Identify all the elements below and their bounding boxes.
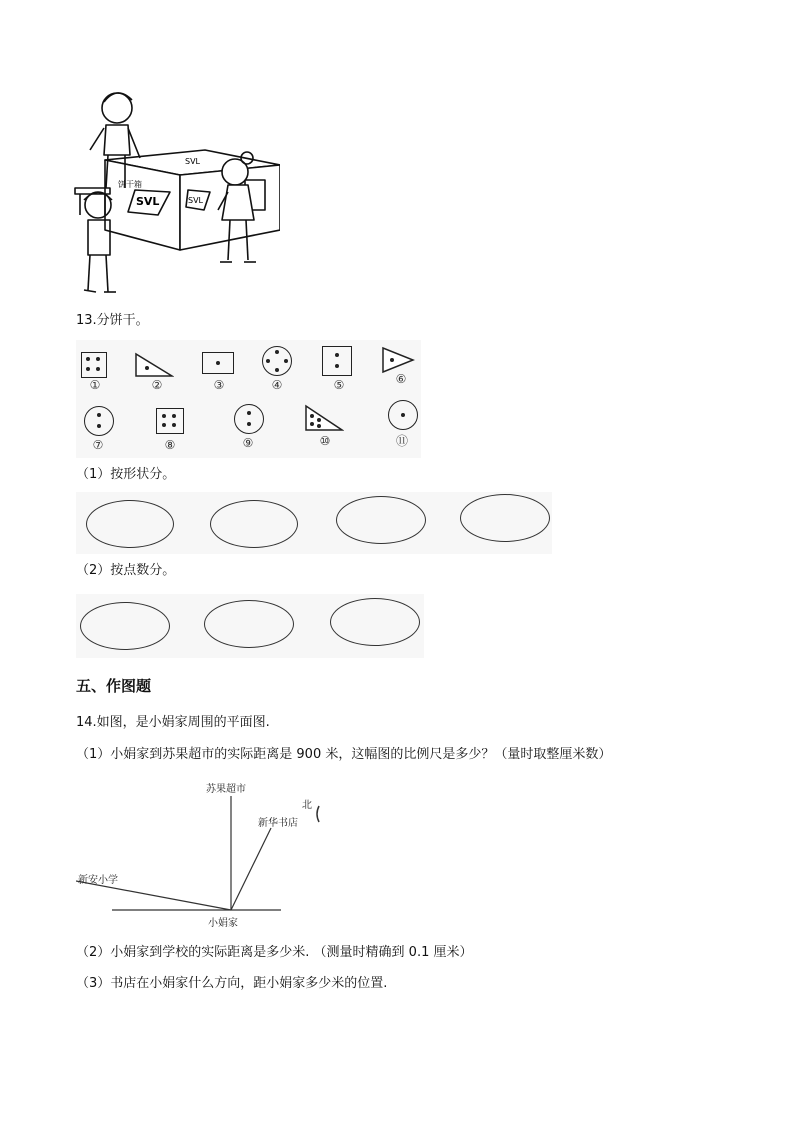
sort-ellipse-2[interactable]: [210, 500, 298, 548]
section-heading: 五、作图题: [76, 677, 152, 695]
label-bookstore: 新华书店: [258, 818, 298, 829]
box-label-3: SVL: [136, 195, 160, 208]
biscuit-5-square: [322, 346, 352, 376]
q14-part1: （1）小娟家到苏果超市的实际距离是 900 米，这幅图的比例尺是多少？（量时取整厘米数）: [76, 747, 612, 762]
biscuit-10-number: ⑩: [319, 434, 331, 448]
q14-part2: （2）小娟家到学校的实际距离是多少米. （测量时精确到 0.1 厘米）: [76, 945, 473, 960]
q14-title: 14.如图，是小娟家周围的平面图.: [76, 715, 270, 730]
box-label-2: 饼干箱: [118, 180, 142, 189]
neighborhood-map: [76, 776, 326, 936]
q14-part3: （3）书店在小娟家什么方向，距小娟家多少米的位置.: [76, 976, 388, 991]
sort-ellipse-3[interactable]: [336, 496, 426, 544]
biscuit-1-number: ①: [89, 378, 101, 392]
label-home: 小娟家: [208, 918, 238, 929]
biscuit-11-circle: [388, 400, 418, 430]
biscuit-2-number: ②: [151, 378, 163, 392]
box-label-4: SVL: [188, 196, 204, 205]
biscuit-3-number: ③: [213, 378, 225, 392]
biscuit-5-number: ⑤: [333, 378, 345, 392]
biscuit-9-number: ⑨: [242, 436, 254, 450]
biscuit-4-number: ④: [271, 378, 283, 392]
biscuit-4-circle: [262, 346, 292, 376]
label-north: 北: [302, 800, 312, 811]
dot-sort-area: [76, 594, 424, 658]
shape-sort-area: [76, 492, 552, 554]
label-school: 新安小学: [78, 875, 118, 886]
biscuit-6-number: ⑥: [395, 372, 407, 386]
children-box-illustration: [70, 80, 280, 300]
biscuit-3-rectangle: [202, 352, 234, 374]
sort-ellipse-4[interactable]: [460, 494, 550, 542]
biscuit-8-number: ⑧: [164, 438, 176, 452]
q13-title: 13.分饼干。: [76, 313, 149, 328]
dot-ellipse-3[interactable]: [330, 598, 420, 646]
biscuit-1-square: [81, 352, 107, 378]
dot-ellipse-2[interactable]: [204, 600, 294, 648]
dot-ellipse-1[interactable]: [80, 602, 170, 650]
sort-ellipse-1[interactable]: [86, 500, 174, 548]
biscuit-card: [76, 340, 421, 458]
q13-part1: （1）按形状分。: [76, 467, 176, 482]
biscuit-7-number: ⑦: [92, 438, 104, 452]
biscuit-11-number: ⑪: [395, 434, 408, 448]
label-supermarket: 苏果超市: [206, 784, 246, 795]
box-label-1: SVL: [185, 157, 201, 166]
biscuit-10-triangle: [304, 404, 344, 432]
biscuit-2-triangle: [134, 352, 174, 378]
q13-part2: （2）按点数分。: [76, 563, 176, 578]
biscuit-9-circle: [234, 404, 264, 434]
biscuit-7-circle: [84, 406, 114, 436]
biscuit-6-triangle: [381, 346, 415, 374]
biscuit-8-square: [156, 408, 184, 434]
